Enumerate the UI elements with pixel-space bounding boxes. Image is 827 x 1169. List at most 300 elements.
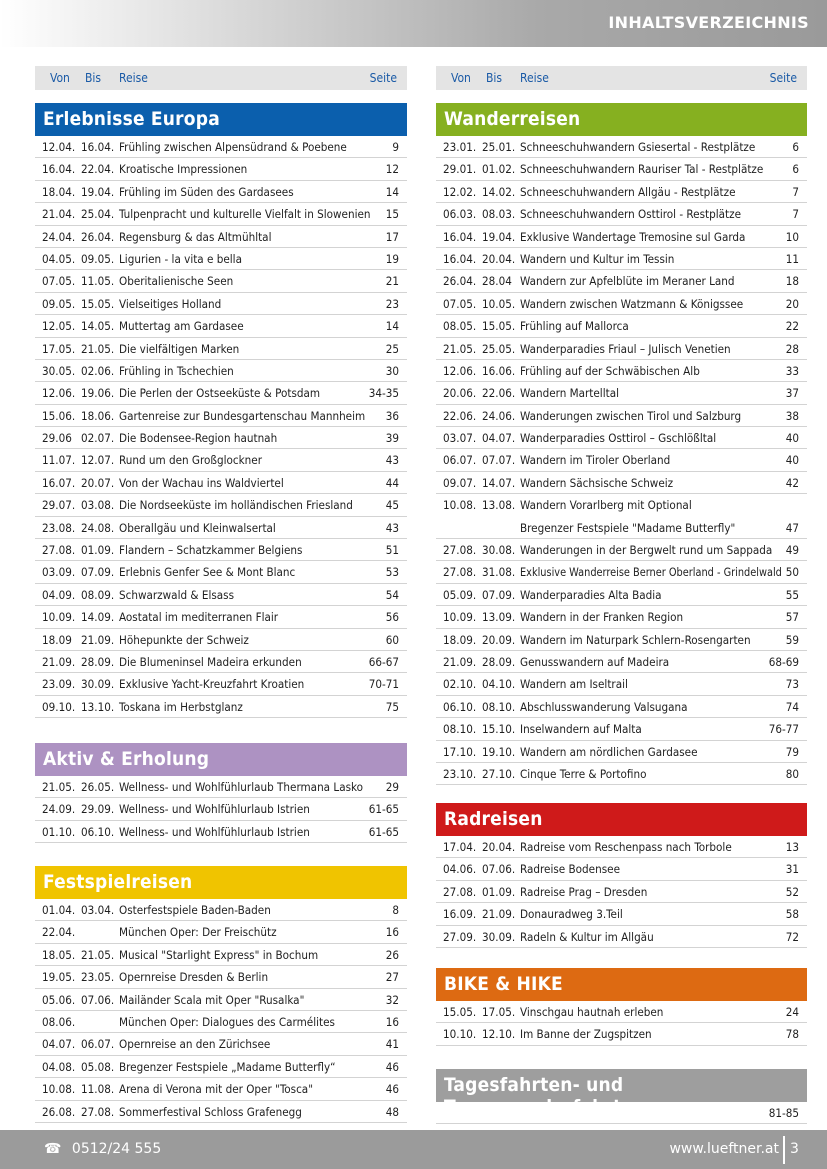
trip-title: Schneeschuhwandern Rauriser Tal - Restplätze — [520, 162, 764, 177]
table-row[interactable] — [35, 360, 407, 382]
table-row[interactable] — [436, 405, 807, 427]
trip-title: Exklusive Wanderreise Berner Oberland - Grindelwald — [520, 565, 782, 580]
trip-title: Wanderparadies Alta Badia — [520, 587, 662, 602]
page-ref: 19 — [385, 251, 399, 266]
table-row[interactable] — [436, 494, 807, 516]
date-from: 09.07. — [443, 475, 477, 490]
table-row[interactable] — [35, 1033, 407, 1055]
phone-icon: ☎ — [44, 1141, 62, 1157]
date-to: 30.09. — [482, 929, 516, 944]
table-row[interactable] — [436, 360, 807, 382]
footer-url-link[interactable]: www.lueftner.at — [669, 1141, 779, 1157]
table-row[interactable] — [436, 1001, 807, 1023]
date-from: 27.08. — [443, 884, 477, 899]
page-ref: 26 — [385, 947, 399, 962]
page-ref: 14 — [385, 319, 399, 334]
table-row[interactable] — [35, 1078, 407, 1100]
table-row[interactable] — [436, 606, 807, 628]
page-ref: 44 — [385, 475, 399, 490]
date-from: 07.05. — [443, 296, 477, 311]
date-to: 24.06. — [482, 408, 516, 423]
date-from: 15.05. — [443, 1005, 477, 1019]
table-row[interactable] — [436, 858, 807, 880]
date-to: 04.10. — [482, 677, 516, 692]
section-title: Radreisen — [436, 803, 807, 836]
table-row[interactable] — [35, 427, 407, 449]
table-row[interactable] — [35, 539, 407, 561]
date-from: 12.05. — [42, 319, 76, 334]
table-row[interactable] — [436, 203, 807, 225]
date-to: 30.09. — [81, 677, 115, 692]
page-ref: 25 — [385, 341, 399, 356]
section-rows — [436, 136, 807, 785]
trip-title: Abschlusswanderung Valsugana — [520, 699, 688, 714]
table-row[interactable] — [436, 881, 807, 903]
table-row[interactable] — [436, 629, 807, 651]
date-to: 14.05. — [81, 319, 115, 334]
date-from: 29.07. — [42, 498, 76, 513]
table-row[interactable] — [436, 181, 807, 203]
section-title: BIKE & HIKE — [436, 968, 807, 1001]
page-ref: 46 — [385, 1082, 399, 1097]
date-from: 01.10. — [42, 824, 76, 839]
table-row[interactable] — [436, 382, 807, 404]
trip-title: Wandern zur Apfelblüte im Meraner Land — [520, 274, 735, 289]
trip-title: Von der Wachau ins Waldviertel — [119, 475, 284, 490]
date-from: 21.09. — [443, 654, 477, 669]
date-to: 05.08. — [81, 1059, 115, 1074]
date-to: 21.05. — [81, 341, 115, 356]
trip-title: Wandern Martelltal — [520, 386, 619, 401]
section-erlebnisse-europa — [35, 103, 407, 718]
date-from: 23.10. — [443, 766, 477, 781]
trip-title: Ligurien - la vita e bella — [119, 251, 242, 266]
section-title: Wanderreisen — [436, 103, 807, 136]
table-row[interactable] — [436, 427, 807, 449]
table-row[interactable] — [35, 921, 407, 943]
page-ref: 81-85 — [768, 1106, 799, 1120]
date-to: 22.06. — [482, 386, 516, 401]
table-row[interactable] — [436, 449, 807, 471]
page-ref: 61-65 — [368, 824, 399, 839]
table-row[interactable] — [35, 696, 407, 718]
date-from: 18.09 — [42, 632, 72, 647]
date-to: 25.01. — [482, 140, 516, 154]
section-wanderreisen — [436, 103, 807, 785]
trip-title: Die Blumeninsel Madeira erkunden — [119, 654, 302, 669]
section-title: Erlebnisse Europa — [35, 103, 407, 136]
section-aktiv-erholung — [35, 743, 407, 843]
date-from: 26.08. — [42, 1104, 76, 1119]
table-row[interactable] — [35, 248, 407, 270]
trip-title: Vielseitiges Holland — [119, 296, 222, 311]
trip-title: Im Banne der Zugspitzen — [520, 1027, 652, 1042]
date-from: 19.05. — [42, 970, 76, 985]
table-row[interactable] — [436, 696, 807, 718]
date-from: 22.06. — [443, 408, 477, 423]
page-ref: 45 — [385, 498, 399, 513]
trip-title: Radreise vom Reschenpass nach Torbole — [520, 840, 732, 854]
date-to: 28.09. — [81, 654, 115, 669]
trip-title: Schneeschuhwandern Gsiesertal - Restplätze — [520, 140, 756, 154]
page-ref: 7 — [792, 184, 799, 199]
page-ref: 9 — [392, 140, 399, 154]
date-to: 19.04. — [482, 229, 516, 244]
table-row[interactable] — [436, 293, 807, 315]
table-row[interactable] — [436, 248, 807, 270]
table-row[interactable] — [436, 903, 807, 925]
page-ref: 11 — [785, 251, 799, 266]
date-from: 18.04. — [42, 184, 76, 199]
page-ref: 14 — [385, 184, 399, 199]
table-row[interactable] — [436, 226, 807, 248]
column-label-von: Von — [451, 71, 471, 85]
date-to: 20.04. — [482, 840, 516, 854]
table-row[interactable] — [35, 1101, 407, 1123]
date-to: 08.10. — [482, 699, 516, 714]
page-ref: 68-69 — [768, 654, 799, 669]
date-to: 07.09. — [81, 565, 115, 580]
footer-bar — [0, 1130, 827, 1169]
page-ref: 51 — [385, 543, 399, 558]
table-row[interactable] — [35, 181, 407, 203]
date-to: 09.05. — [81, 251, 115, 266]
date-to: 26.04. — [81, 229, 115, 244]
date-to: 27.08. — [81, 1104, 115, 1119]
date-from: 09.05. — [42, 296, 76, 311]
table-row[interactable] — [436, 472, 807, 494]
date-from: 08.10. — [443, 722, 477, 737]
date-from: 24.04. — [42, 229, 76, 244]
page-ref: 10 — [785, 229, 799, 244]
page-ref: 16 — [385, 1014, 399, 1029]
trip-title: Aostatal im mediterranen Flair — [119, 610, 279, 625]
date-to: 12.07. — [81, 453, 115, 468]
trip-title: Die Nordseeküste im holländischen Friesland — [119, 498, 353, 513]
trip-title: Frühling zwischen Alpensüdrand & Poebene — [119, 140, 347, 154]
trip-title: Oberitalienische Seen — [119, 274, 234, 289]
date-to: 31.08. — [482, 565, 516, 580]
page-ref: 17 — [385, 229, 399, 244]
table-row[interactable] — [35, 226, 407, 248]
date-from: 15.06. — [42, 408, 76, 423]
date-to: 11.08. — [81, 1082, 115, 1097]
date-to: 27.10. — [482, 766, 516, 781]
date-from: 04.07. — [42, 1037, 76, 1052]
date-from: 17.10. — [443, 744, 477, 759]
table-row[interactable] — [35, 136, 407, 158]
date-from: 16.04. — [443, 251, 477, 266]
date-to: 12.10. — [482, 1027, 516, 1042]
table-row[interactable] — [436, 718, 807, 740]
table-row[interactable] — [35, 966, 407, 988]
trip-title: Radreise Prag – Dresden — [520, 884, 648, 899]
date-to: 14.09. — [81, 610, 115, 625]
date-to: 25.04. — [81, 207, 115, 222]
date-from: 05.06. — [42, 992, 76, 1007]
trip-title: Musical "Starlight Express" in Bochum — [119, 947, 319, 962]
page-ref: 57 — [785, 610, 799, 625]
date-from: 27.08. — [443, 543, 477, 558]
date-to: 14.07. — [482, 475, 516, 490]
date-to: 13.10. — [81, 699, 115, 714]
trip-title: Oberallgäu und Kleinwalsertal — [119, 520, 276, 535]
date-from: 29.01. — [443, 162, 477, 177]
date-to: 03.08. — [81, 498, 115, 513]
date-from: 22.04. — [42, 925, 76, 940]
phone-number: 0512/24 555 — [71, 1141, 162, 1157]
date-to: 22.04. — [81, 162, 115, 177]
trip-title: Wanderparadies Friaul – Julisch Venetien — [520, 341, 731, 356]
table-row[interactable] — [436, 763, 807, 785]
date-from: 23.01. — [443, 140, 477, 154]
section-bike-hike — [436, 968, 807, 1046]
table-row[interactable] — [35, 1011, 407, 1033]
table-row[interactable] — [35, 944, 407, 966]
section-rows — [436, 1102, 807, 1124]
page-ref: 58 — [785, 907, 799, 922]
table-row[interactable] — [436, 1102, 807, 1124]
trip-title: Wandern am Iseltrail — [520, 677, 628, 692]
trip-title: Vinschgau hautnah erleben — [520, 1005, 664, 1019]
left-column — [35, 66, 407, 1119]
column-label-seite: Seite — [369, 71, 397, 85]
date-to: 04.07. — [482, 431, 516, 446]
table-row[interactable] — [35, 584, 407, 606]
date-from: 30.05. — [42, 363, 76, 378]
date-to: 07.06. — [81, 992, 115, 1007]
table-row[interactable] — [436, 926, 807, 948]
table-row[interactable] — [35, 270, 407, 292]
table-row[interactable] — [436, 1023, 807, 1045]
table-row[interactable] — [35, 203, 407, 225]
trip-title: Wandern im Naturpark Schlern-Rosengarten — [520, 632, 751, 647]
table-row[interactable] — [436, 158, 807, 180]
date-from: 01.04. — [42, 903, 76, 917]
page-ref: 78 — [785, 1027, 799, 1042]
table-row[interactable] — [436, 673, 807, 695]
date-to: 07.06. — [482, 862, 516, 877]
date-to: 20.04. — [482, 251, 516, 266]
table-row[interactable] — [35, 405, 407, 427]
trip-title: Exklusive Yacht-Kreuzfahrt Kroatien — [119, 677, 305, 692]
date-from: 18.09. — [443, 632, 477, 647]
date-to: 21.09. — [81, 632, 115, 647]
date-to: 20.07. — [81, 475, 115, 490]
table-row[interactable] — [35, 776, 407, 798]
table-row[interactable] — [35, 989, 407, 1011]
page-ref: 41 — [385, 1037, 399, 1052]
table-row[interactable] — [436, 561, 807, 583]
trip-title: Opernreise an den Zürichsee — [119, 1037, 271, 1052]
footer-divider — [783, 1136, 785, 1164]
trip-title: Opernreise Dresden & Berlin — [119, 970, 269, 985]
date-from: 16.09. — [443, 907, 477, 922]
page-ref: 48 — [385, 1104, 399, 1119]
date-to: 23.05. — [81, 970, 115, 985]
date-from: 16.07. — [42, 475, 76, 490]
page-ref: 61-65 — [368, 802, 399, 817]
trip-title: Arena di Verona mit der Oper "Tosca" — [119, 1082, 313, 1097]
date-to: 08.09. — [81, 587, 115, 602]
trip-title: Radeln & Kultur im Allgäu — [520, 929, 654, 944]
table-row[interactable] — [35, 673, 407, 695]
trip-title: Wandern in der Franken Region — [520, 610, 684, 625]
trip-title: Rund um den Großglockner — [119, 453, 262, 468]
date-to: 13.08. — [482, 498, 516, 513]
trip-title: Sommerfestival Schloss Grafenegg — [119, 1104, 302, 1119]
trip-title: Mailänder Scala mit Oper "Rusalka" — [119, 992, 305, 1007]
column-label-reise: Reise — [520, 71, 549, 85]
table-row[interactable] — [35, 561, 407, 583]
date-from: 07.05. — [42, 274, 76, 289]
table-row[interactable] — [35, 382, 407, 404]
footer-phone[interactable] — [44, 1141, 161, 1157]
table-row[interactable] — [436, 338, 807, 360]
trip-title: Exklusive Wandertage Tremosine sul Garda — [520, 229, 746, 244]
date-from: 12.06. — [443, 363, 477, 378]
date-from: 21.05. — [42, 780, 76, 794]
date-from: 12.04. — [42, 140, 76, 154]
trip-title: Die Bodensee-Region hautnah — [119, 431, 278, 446]
table-row[interactable] — [35, 449, 407, 471]
table-row[interactable] — [35, 821, 407, 843]
trip-title: Frühling in Tschechien — [119, 363, 234, 378]
table-row[interactable] — [436, 584, 807, 606]
table-row[interactable] — [35, 293, 407, 315]
table-row[interactable] — [35, 158, 407, 180]
table-row[interactable] — [35, 315, 407, 337]
table-row[interactable] — [35, 899, 407, 921]
date-to: 03.04. — [81, 903, 115, 917]
page-ref: 6 — [792, 140, 799, 154]
column-header — [35, 66, 407, 90]
table-row[interactable] — [436, 539, 807, 561]
page-ref: 37 — [785, 386, 799, 401]
table-row[interactable] — [436, 651, 807, 673]
date-to: 02.06. — [81, 363, 115, 378]
page-ref: 49 — [785, 543, 799, 558]
table-row[interactable] — [436, 270, 807, 292]
section-rows — [436, 1001, 807, 1046]
date-to: 26.05. — [81, 780, 115, 794]
page-ref: 21 — [385, 274, 399, 289]
trip-title: Wanderungen zwischen Tirol und Salzburg — [520, 408, 742, 423]
trip-title: Frühling auf Mallorca — [520, 319, 629, 334]
date-from: 04.05. — [42, 251, 76, 266]
date-from: 04.09. — [42, 587, 76, 602]
page-ref: 40 — [785, 453, 799, 468]
page-ref: 7 — [792, 207, 799, 222]
page-ref: 18 — [785, 274, 799, 289]
table-row[interactable] — [436, 836, 807, 858]
page-ref: 15 — [385, 207, 399, 222]
page-ref: 36 — [385, 408, 399, 423]
page-ref: 23 — [385, 296, 399, 311]
date-from: 03.09. — [42, 565, 76, 580]
trip-title: Erlebnis Genfer See & Mont Blanc — [119, 565, 296, 580]
page-ref: 27 — [385, 970, 399, 985]
table-row[interactable] — [35, 517, 407, 539]
date-from: 06.10. — [443, 699, 477, 714]
date-from: 17.04. — [443, 840, 477, 854]
trip-title: Wanderparadies Osttirol – Gschlößltal — [520, 431, 717, 446]
date-to: 02.07. — [81, 431, 115, 446]
date-to: 10.05. — [482, 296, 516, 311]
date-to: 15.05. — [482, 319, 516, 334]
page-ref: 55 — [785, 587, 799, 602]
date-from: 11.07. — [42, 453, 76, 468]
table-row[interactable] — [35, 651, 407, 673]
table-row[interactable] — [35, 1056, 407, 1078]
date-from: 21.05. — [443, 341, 477, 356]
table-row[interactable] — [35, 798, 407, 820]
date-from: 24.09. — [42, 802, 76, 817]
page-ref: 70-71 — [368, 677, 399, 692]
trip-title: Bregenzer Festspiele „Madame Butterfly“ — [119, 1059, 336, 1074]
page-ref: 33 — [785, 363, 799, 378]
date-to: 21.05. — [81, 947, 115, 962]
date-from: 06.03. — [443, 207, 477, 222]
page-ref: 54 — [385, 587, 399, 602]
page-ref: 40 — [785, 431, 799, 446]
table-row[interactable] — [436, 136, 807, 158]
date-to: 15.05. — [81, 296, 115, 311]
table-row[interactable] — [35, 338, 407, 360]
table-row[interactable] — [35, 606, 407, 628]
page-ref: 56 — [385, 610, 399, 625]
date-from: 23.08. — [42, 520, 76, 535]
date-from: 27.08. — [443, 565, 477, 580]
date-from: 16.04. — [42, 162, 76, 177]
page-ref: 42 — [785, 475, 799, 490]
date-to: 15.10. — [482, 722, 516, 737]
page-ref: 53 — [385, 565, 399, 580]
table-row[interactable] — [436, 315, 807, 337]
section-tagesfahrten — [436, 1069, 807, 1124]
table-row[interactable] — [436, 517, 807, 539]
page-ref: 39 — [385, 431, 399, 446]
table-row[interactable] — [436, 741, 807, 763]
page-ref: 46 — [385, 1059, 399, 1074]
date-to: 24.08. — [81, 520, 115, 535]
table-row[interactable] — [35, 494, 407, 516]
date-to: 17.05. — [482, 1005, 516, 1019]
date-from: 10.09. — [443, 610, 477, 625]
date-to: 01.02. — [482, 162, 516, 177]
date-to: 30.08. — [482, 543, 516, 558]
column-label-seite: Seite — [769, 71, 797, 85]
section-festspielreisen — [35, 866, 407, 1123]
page-ref: 13 — [785, 840, 799, 854]
trip-title: Frühling im Süden des Gardasees — [119, 184, 294, 199]
page-ref: 22 — [785, 319, 799, 334]
date-to: 01.09. — [81, 543, 115, 558]
date-to: 11.05. — [81, 274, 115, 289]
trip-title: Wandern am nördlichen Gardasee — [520, 744, 698, 759]
trip-title: Muttertag am Gardasee — [119, 319, 244, 334]
page-ref: 43 — [385, 453, 399, 468]
trip-title: Flandern – Schatzkammer Belgiens — [119, 543, 303, 558]
page-ref: 43 — [385, 520, 399, 535]
section-rows — [35, 776, 407, 843]
table-row[interactable] — [35, 629, 407, 651]
column-label-von: Von — [50, 71, 70, 85]
date-to: 25.05. — [482, 341, 516, 356]
date-to: 01.09. — [482, 884, 516, 899]
table-row[interactable] — [35, 472, 407, 494]
date-from: 20.06. — [443, 386, 477, 401]
